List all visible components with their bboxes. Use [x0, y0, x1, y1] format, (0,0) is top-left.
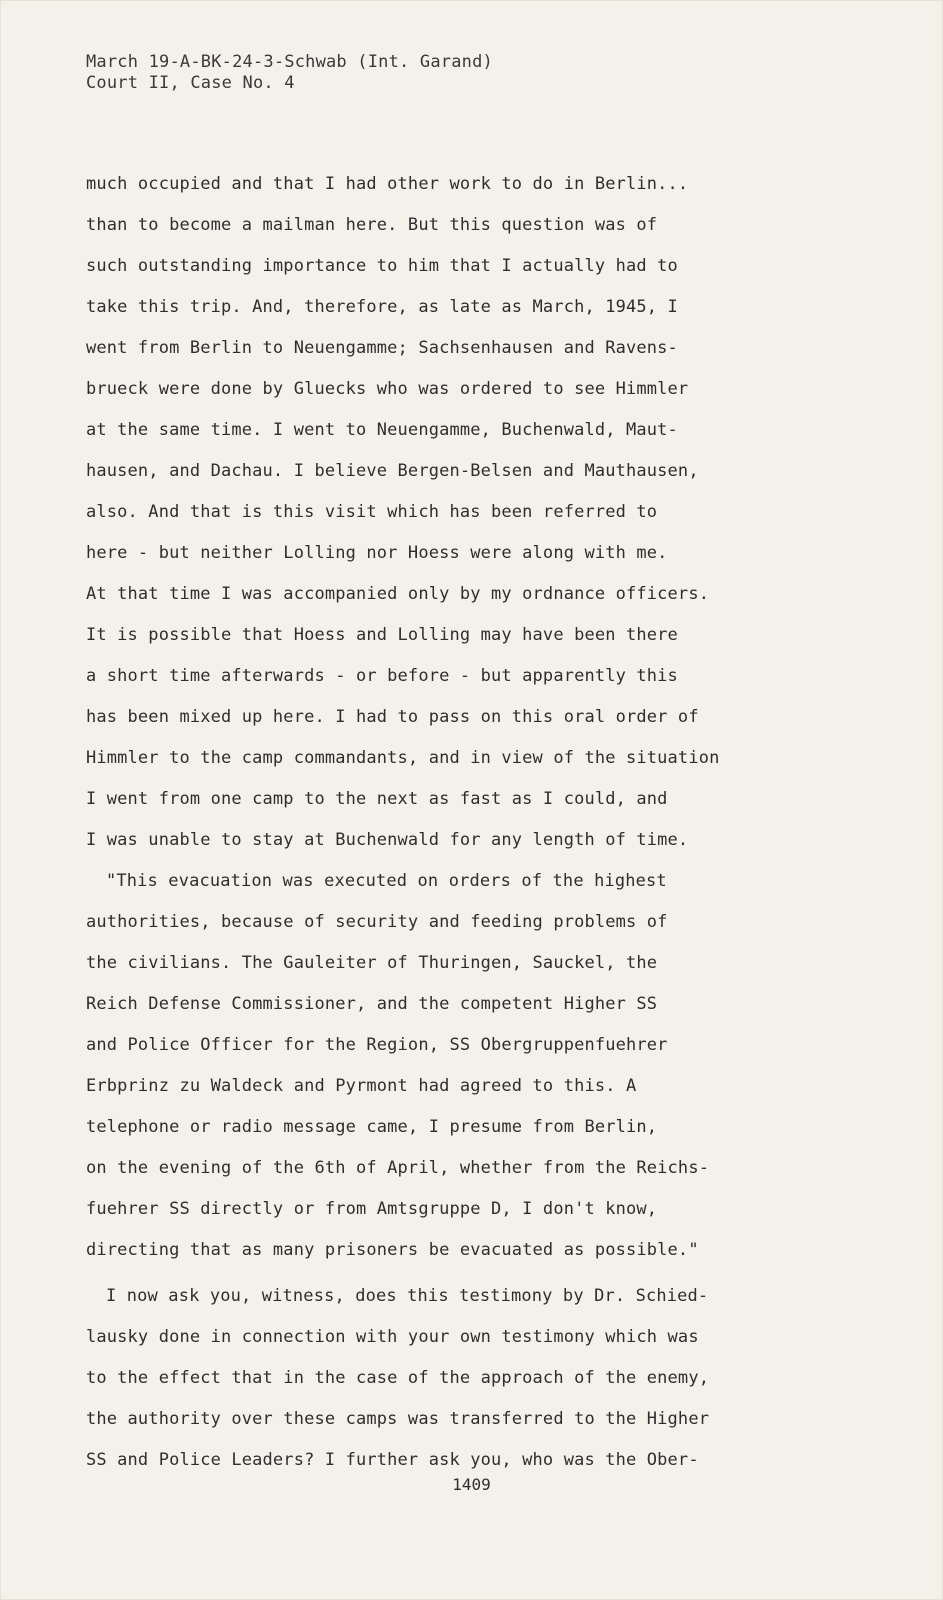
question-line: SS and Police Leaders? I further ask you, who was the Ober-: [86, 1450, 699, 1470]
page-number: 1409: [452, 1475, 491, 1494]
quote-line: and Police Officer for the Region, SS Obergruppenfuehrer: [86, 1035, 668, 1055]
header-case-reference: March 19-A-BK-24-3-Schwab (Int. Garand): [86, 52, 493, 72]
quote-line: telephone or radio message came, I presume from Berlin,: [86, 1117, 658, 1137]
quote-line: Erbprinz zu Waldeck and Pyrmont had agreed to this. A: [86, 1076, 637, 1096]
body-line: than to become a mailman here. But this question was of: [86, 215, 658, 235]
body-line: take this trip. And, therefore, as late as March, 1945, I: [86, 297, 678, 317]
quote-line: the civilians. The Gauleiter of Thuringen, Sauckel, the: [86, 953, 658, 973]
body-line: at the same time. I went to Neuengamme, Buchenwald, Maut-: [86, 420, 678, 440]
header-court-case: Court II, Case No. 4: [86, 73, 295, 93]
body-line: went from Berlin to Neuengamme; Sachsenhausen and Ravens-: [86, 338, 678, 358]
body-line: here - but neither Lolling nor Hoess were along with me.: [86, 543, 668, 563]
question-line: lausky done in connection with your own testimony which was: [86, 1327, 699, 1347]
body-line: I was unable to stay at Buchenwald for any length of time.: [86, 830, 689, 850]
quote-line: Reich Defense Commissioner, and the competent Higher SS: [86, 994, 658, 1014]
body-line: also. And that is this visit which has been referred to: [86, 502, 658, 522]
question-line: I now ask you, witness, does this testimony by Dr. Schied-: [106, 1286, 709, 1306]
body-line: a short time afterwards - or before - but apparently this: [86, 666, 678, 686]
quote-line: on the evening of the 6th of April, whether from the Reichs-: [86, 1158, 710, 1178]
body-line: much occupied and that I had other work to do in Berlin...: [86, 174, 689, 194]
quote-line: directing that as many prisoners be evacuated as possible.": [86, 1240, 699, 1260]
body-line: brueck were done by Gluecks who was ordered to see Himmler: [86, 379, 689, 399]
quote-line: authorities, because of security and feeding problems of: [86, 912, 668, 932]
quote-line: "This evacuation was executed on orders of the highest: [106, 871, 667, 891]
body-line: At that time I was accompanied only by my ordnance officers.: [86, 584, 710, 604]
body-line: Himmler to the camp commandants, and in view of the situation: [86, 748, 720, 768]
question-line: the authority over these camps was transferred to the Higher: [86, 1409, 710, 1429]
body-line: has been mixed up here. I had to pass on this oral order of: [86, 707, 699, 727]
body-line: It is possible that Hoess and Lolling may have been there: [86, 625, 678, 645]
body-line: I went from one camp to the next as fast as I could, and: [86, 789, 668, 809]
body-line: such outstanding importance to him that I actually had to: [86, 256, 678, 276]
quote-line: fuehrer SS directly or from Amtsgruppe D, I don't know,: [86, 1199, 658, 1219]
question-line: to the effect that in the case of the approach of the enemy,: [86, 1368, 710, 1388]
body-line: hausen, and Dachau. I believe Bergen-Belsen and Mauthausen,: [86, 461, 699, 481]
